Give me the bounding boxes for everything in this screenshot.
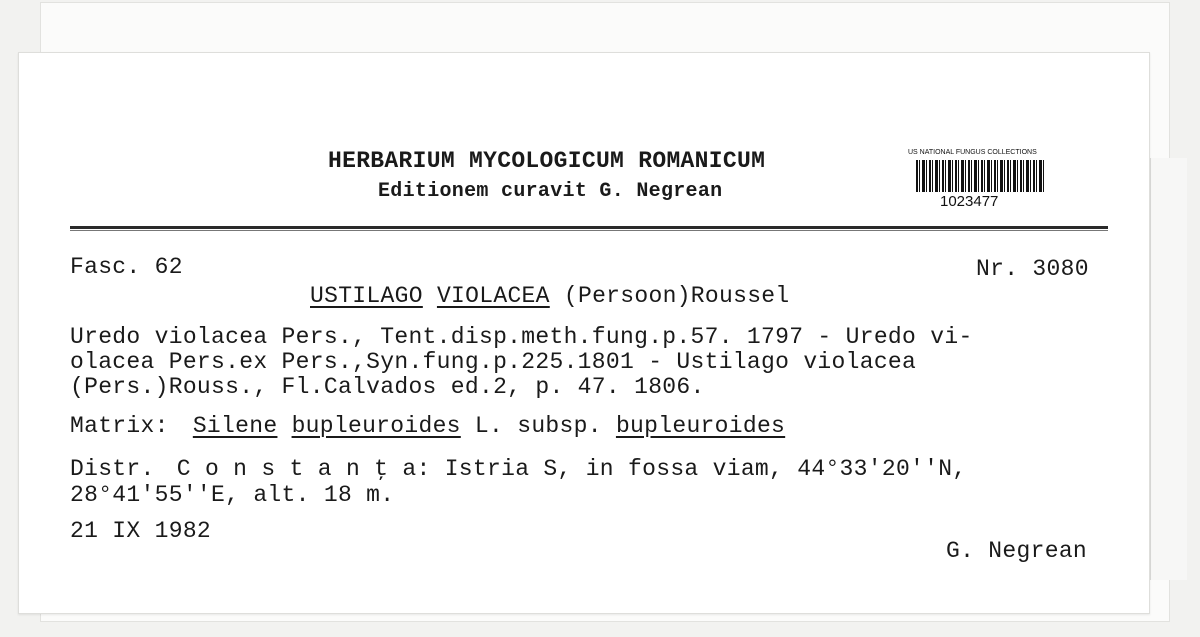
distribution-place: C o n s t a n ţ a: bbox=[176, 456, 431, 482]
synonymy-line-2: olacea Pers.ex Pers.,Syn.fung.p.225.1801 - Ustilago violacea bbox=[70, 349, 917, 375]
header-rule-thin bbox=[70, 230, 1108, 231]
editor-line: Editionem curavit G. Negrean bbox=[378, 180, 723, 203]
host-rank: L. subsp. bbox=[474, 413, 602, 439]
distribution-line-1 bbox=[70, 456, 966, 482]
taxon-species: VIOLACEA bbox=[436, 283, 550, 309]
distribution-line-2: 28°41'55''E, alt. 18 m. bbox=[70, 482, 395, 508]
taxon-name bbox=[310, 283, 790, 309]
collector-name: G. Negrean bbox=[946, 538, 1088, 564]
synonymy-line-3: (Pers.)Rouss., Fl.Calvados ed.2, p. 47. 1806. bbox=[70, 374, 705, 400]
barcode-icon bbox=[916, 160, 1044, 192]
host-species: bupleuroides bbox=[291, 413, 461, 439]
host-subspecies: bupleuroides bbox=[615, 413, 786, 439]
distribution-locality: Istria S, in fossa viam, 44°33'20''N, bbox=[444, 456, 967, 482]
collection-date: 21 IX 1982 bbox=[70, 518, 212, 544]
fascicle-number: Fasc. 62 bbox=[70, 254, 183, 280]
herbarium-title: HERBARIUM MYCOLOGICUM ROMANICUM bbox=[328, 148, 766, 174]
barcode-label bbox=[900, 143, 1054, 213]
exsiccata-number: Nr. 3080 bbox=[976, 256, 1089, 282]
backing-sheet-edge bbox=[1150, 158, 1187, 580]
matrix-label: Matrix: bbox=[70, 413, 169, 439]
barcode-collection: US NATIONAL FUNGUS COLLECTIONS bbox=[908, 149, 1037, 156]
barcode-number: 1023477 bbox=[940, 193, 999, 210]
taxon-authority: (Persoon)Roussel bbox=[563, 283, 790, 309]
synonymy-line-1: Uredo violacea Pers., Tent.disp.meth.fung.p.57. 1797 - Uredo vi- bbox=[70, 324, 973, 350]
header-rule bbox=[70, 226, 1108, 229]
distribution-label: Distr. bbox=[70, 456, 155, 482]
host-genus: Silene bbox=[192, 413, 278, 439]
matrix-line bbox=[70, 413, 785, 439]
taxon-genus: USTILAGO bbox=[310, 283, 423, 309]
